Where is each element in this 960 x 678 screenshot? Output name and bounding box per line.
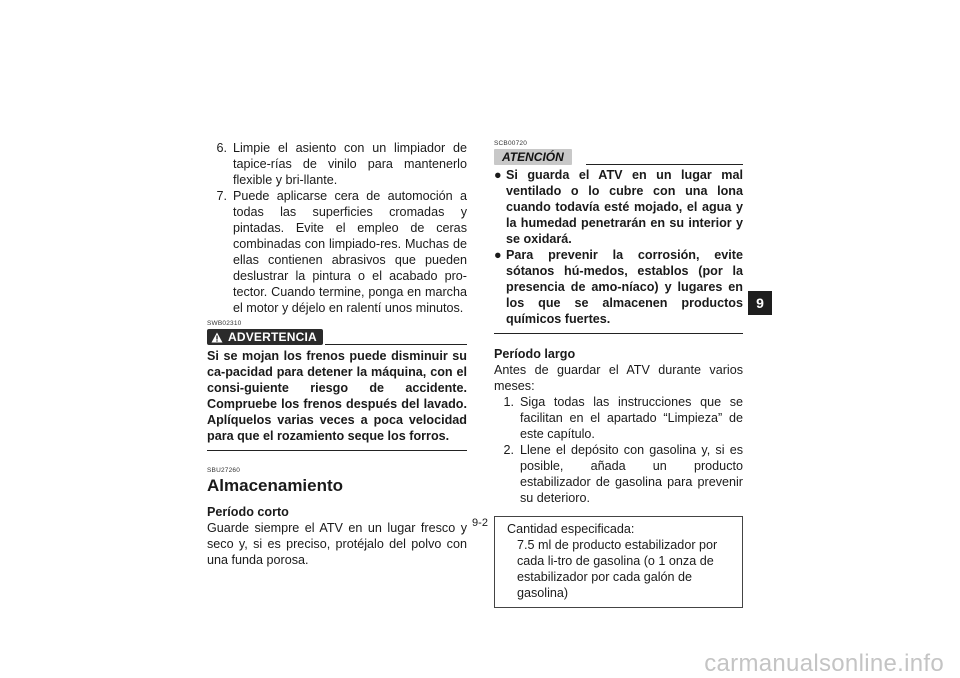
long-storage-intro: Antes de guardar el ATV durante varios meses:: [494, 363, 743, 393]
list-number: 6.: [216, 141, 227, 155]
list-item: [494, 442, 743, 506]
left-column: [207, 140, 467, 568]
caution-badge: ATENCIÓN: [494, 149, 572, 165]
caution-bullet: [494, 167, 743, 247]
warning-badge: [207, 329, 323, 345]
list-item: [207, 140, 467, 188]
list-number: 2.: [503, 443, 514, 457]
warning-code: SWB02310: [207, 320, 242, 327]
page-number: 9-2: [472, 517, 488, 529]
warning-triangle-icon: [211, 332, 223, 343]
list-number: 1.: [503, 395, 514, 409]
warning-label: ADVERTENCIA: [228, 330, 317, 344]
short-storage-text: Guarde siempre el ATV en un lugar fresco y seco y, si es preciso, protéjalo del polvo con una funda porosa.: [207, 521, 467, 567]
warning-rule: [325, 344, 467, 345]
list-text: Llene el depósito con gasolina y, si es posible, añada un producto estabilizador de gasolina para prevenir su deterioro.: [520, 443, 743, 505]
section-title: Almacenamiento: [207, 476, 344, 495]
caution-header: [494, 149, 743, 165]
bullet-icon: ●: [494, 168, 502, 182]
section-code: SBU27260: [207, 467, 241, 474]
list-item: [207, 188, 467, 316]
warning-end-rule: [207, 450, 467, 451]
bullet-icon: ●: [494, 248, 502, 262]
long-storage-title: Período largo: [494, 347, 576, 361]
spec-label: Cantidad especificada:: [507, 522, 635, 536]
list-text: Siga todas las instrucciones que se facilitan en el apartado “Limpieza” de este capítulo.: [520, 395, 743, 441]
list-number: 7.: [216, 189, 227, 203]
bullet-text: Si guarda el ATV en un lugar mal ventilado o lo cubre con una lona cuando todavía esté mojado, el agua y la humedad penetrarán en su interior y se oxidará.: [506, 168, 743, 246]
short-storage-title: Período corto: [207, 505, 289, 519]
warning-text: Si se mojan los frenos puede disminuir su ca-pacidad para detener la máquina, con el consi-guiente riesgo de accidente. Compruebe los frenos después del lavado. Aplíquelos varias veces a poca velocidad para que el rozamiento seque los forros.: [207, 349, 467, 443]
spec-value: 7.5 ml de producto estabilizador por cada li-tro de gasolina (o 1 onza de estabilizador por cada galón de gasolina): [517, 538, 718, 600]
list-item: [494, 394, 743, 442]
caution-rule: [586, 164, 743, 165]
watermark: carmanualsonline.info: [704, 650, 944, 677]
list-text: Limpie el asiento con un limpiador de tapice-rías de vinilo para mantenerlo flexible y bri-llante.: [233, 141, 467, 187]
caution-end-rule: [494, 333, 743, 334]
right-column: [494, 140, 743, 608]
chapter-tab: 9: [748, 291, 772, 315]
bullet-text: Para prevenir la corrosión, evite sótanos hú-medos, establos (por la presencia de amo-níaco) y lugares en los que se almacenen productos químicos fuertes.: [506, 248, 743, 326]
caution-code: SCB00720: [494, 140, 528, 147]
caution-bullet: [494, 247, 743, 327]
warning-header: [207, 329, 467, 345]
list-text: Puede aplicarse cera de automoción a todas las superficies cromadas y pintadas. Evite el empleo de ceras combinadas con limpiado-res. Muchas de ellas contienen abrasivos que pueden deslustrar la pintura o el acabado pro-tector. Cuando termine, ponga en marcha el motor y déjelo en ralentí unos minutos.: [233, 189, 467, 315]
